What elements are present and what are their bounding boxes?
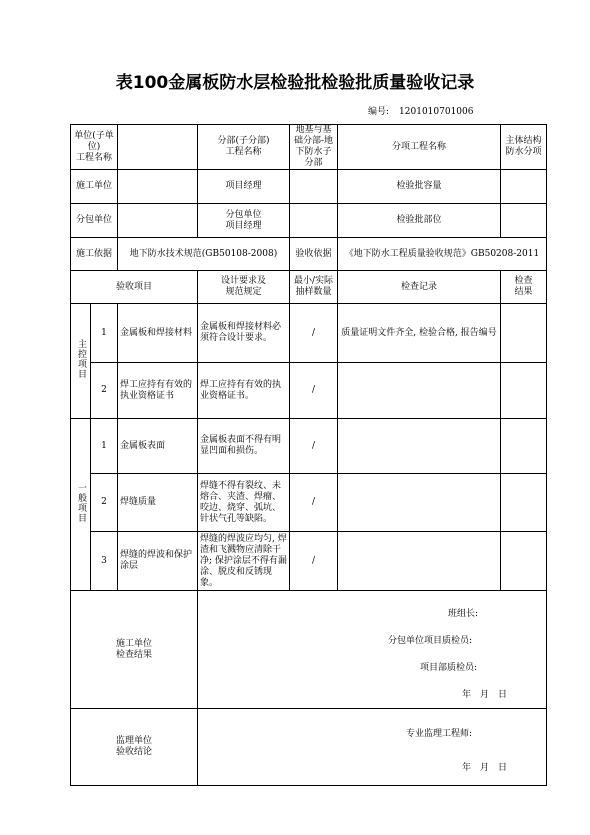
general-item-record[interactable]	[338, 474, 501, 532]
general-item-name: 金属板表面	[118, 419, 198, 474]
project-inspector-label: 项目部质检员:	[420, 663, 478, 673]
main-item-result[interactable]	[501, 363, 547, 419]
main-item-req: 金属板和焊接材料必须符合设计要求。	[198, 304, 290, 363]
general-item-req: 金属板表面不得有明显凹面和损伤。	[198, 419, 290, 474]
general-item-no: 2	[91, 474, 118, 532]
sub-manager-label: 分包单位 项目经理	[198, 204, 290, 238]
sub-manager-value[interactable]	[290, 204, 338, 238]
project-manager-label: 项目经理	[198, 170, 290, 204]
general-item-result[interactable]	[501, 474, 547, 532]
general-item-req: 焊缝不得有裂纹、未熔合、夹渣、焊瘤、咬边、烧穿、弧坑、针状气孔等缺陷。	[198, 474, 290, 532]
construction-check-signatures	[198, 591, 547, 709]
main-item-sample: /	[290, 304, 338, 363]
main-group-label: 主控项目	[71, 304, 91, 419]
general-group-label: 一般项目	[71, 419, 91, 591]
page-title: 表100金属板防水层检验批检验批质量验收记录	[115, 73, 475, 93]
general-item-sample: /	[290, 474, 338, 532]
general-item-sample: /	[290, 532, 338, 591]
subcontractor-value[interactable]	[118, 204, 198, 238]
general-item-no: 1	[91, 419, 118, 474]
basis-label: 施工依据	[71, 238, 118, 271]
batch-capacity-label: 检验批容量	[338, 170, 501, 204]
general-item-record[interactable]	[338, 532, 501, 591]
general-item-name: 焊缝质量	[118, 474, 198, 532]
subcontractor-label: 分包单位	[71, 204, 118, 238]
batch-capacity-value[interactable]	[501, 170, 547, 204]
main-item-req: 焊工应持有有效的执业资格证书。	[198, 363, 290, 419]
main-item-no: 1	[91, 304, 118, 363]
unit-name-label: 单位(子单位) 工程名称	[71, 125, 118, 170]
unit-name-value[interactable]	[118, 125, 198, 170]
col-record: 检查记录	[338, 271, 501, 304]
construction-unit-value[interactable]	[118, 170, 198, 204]
main-item-record: 质量证明文件齐全, 检验合格, 报告编号	[338, 304, 501, 363]
main-item-sample: /	[290, 363, 338, 419]
main-item-result[interactable]	[501, 304, 547, 363]
general-item-name: 焊缝的焊波和保护涂层	[118, 532, 198, 591]
col-requirement: 设计要求及 规范规定	[198, 271, 290, 304]
col-item: 验收项目	[71, 271, 198, 304]
supervision-signatures	[198, 709, 547, 786]
construction-check-label: 施工单位 检查结果	[71, 591, 198, 709]
code-label: 编号:	[368, 107, 390, 117]
general-item-record[interactable]	[338, 419, 501, 474]
acceptance-basis-label: 验收依据	[290, 238, 338, 271]
main-item-record	[338, 363, 501, 419]
code-value: 1201010701006	[399, 107, 474, 117]
quality-inspector-label: 分包单位项目质检员:	[388, 636, 473, 646]
acceptance-form	[70, 124, 547, 786]
acceptance-basis-value: 《地下防水工程质量验收规范》GB50208-2011	[338, 238, 547, 271]
general-item-req: 焊缝的焊波应均匀, 焊渣和飞溅物应清除干净; 保护涂层不得有漏涂、脱皮和反锈现象。	[198, 532, 290, 591]
construction-date: 年 月 日	[462, 690, 508, 700]
main-item-name: 焊工应持有有效的执业资格证书	[118, 363, 198, 419]
project-manager-value[interactable]	[290, 170, 338, 204]
col-result: 检查 结果	[501, 271, 547, 304]
general-item-no: 3	[91, 532, 118, 591]
construction-unit-label: 施工单位	[71, 170, 118, 204]
item-name-label: 分项工程名称	[338, 125, 501, 170]
subunit-name-value: 地基与基础分部-地下防水子分部	[290, 125, 338, 170]
batch-location-label: 检验批部位	[338, 204, 501, 238]
general-item-result[interactable]	[501, 419, 547, 474]
general-item-sample: /	[290, 419, 338, 474]
record-code	[368, 104, 474, 117]
item-name-value: 主体结构防水分项	[501, 125, 547, 170]
supervision-engineer-label: 专业监理工程师:	[406, 729, 473, 739]
main-item-name: 金属板和焊接材料	[118, 304, 198, 363]
supervision-label: 监理单位 验收结论	[71, 709, 198, 786]
basis-value: 地下防水技术规范(GB50108-2008)	[118, 238, 290, 271]
batch-location-value[interactable]	[501, 204, 547, 238]
main-item-no: 2	[91, 363, 118, 419]
general-item-result[interactable]	[501, 532, 547, 591]
col-sample: 最小/实际 抽样数量	[290, 271, 338, 304]
team-leader-label: 班组长:	[448, 609, 479, 619]
supervision-date: 年 月 日	[462, 763, 508, 773]
subunit-name-label: 分部(子分部) 工程名称	[198, 125, 290, 170]
